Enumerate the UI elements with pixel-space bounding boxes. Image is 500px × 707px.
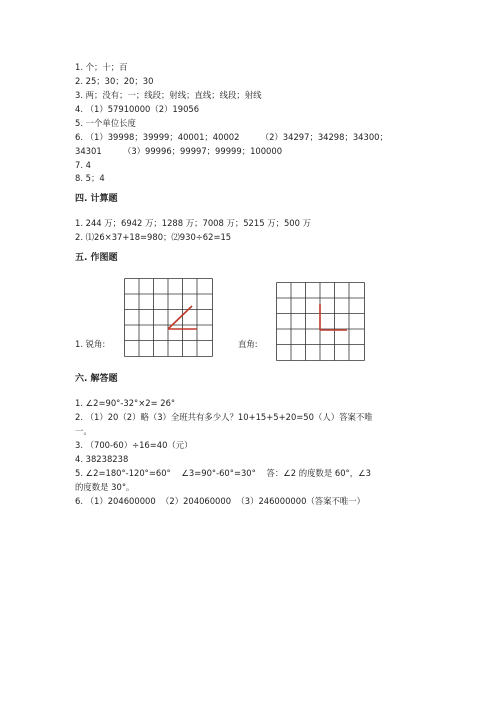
grid-lines [125,279,213,357]
acute-angle-label: 1. 锐角: [75,339,106,349]
answer-line: 4. 38238238 [75,454,129,464]
section-title-calculation: 四. 计算题 [75,194,118,204]
right-angle-rays [320,304,347,330]
answer-line: 6. （1）39998；39999；40001；40002 （2）34297；34298；34300； [75,132,388,142]
right-angle-label: 直角: [238,339,258,349]
answer-line: 2. （1）20（2）略（3）全班共有多少人？10+15+5+20=50（人）答案不唯 [75,412,373,422]
answer-line: 8. 5；4 [75,173,105,183]
answer-line: 7. 4 [75,160,91,170]
answer-line: 5. 一个单位长度 [75,118,136,128]
acute-angle-grid [124,278,213,357]
answer-line: 一。 [75,426,92,436]
answer-line: 1. 244 万；6942 万；1288 万；7008 万；5215 万；500 万 [75,218,311,228]
section-title-word-problems: 六. 解答题 [75,374,118,384]
answer-line: 1. ∠2=90°-32°×2= 26° [75,398,176,408]
answer-line: 1. 个；十；百 [75,62,128,72]
answer-line: 2. 25；30；20；30 [75,76,154,86]
section-title-drawing: 五. 作图题 [75,253,118,263]
answer-line: 的度数是 30°。 [75,482,135,492]
right-angle-grid [276,282,365,361]
answer-line: 4. （1）57910000（2）19056 [75,104,200,114]
answer-line: 3. （700-60）÷16=40（元） [75,440,193,450]
answer-line: 2. ⑴26×37+18=980；⑵930÷62=15 [75,232,232,242]
answer-line: 6. （1）204600000 （2）204060000 （3）246000000（答案不唯一） [75,496,366,506]
answer-line: 3. 两；没有；一；线段；射线；直线；线段；射线 [75,90,262,100]
answer-line: 5. ∠2=180°-120°=60° ∠3=90°-60°=30° 答：∠2 的度数是 60°，∠3 [75,468,371,478]
answer-line: 34301 （3）99996；99997；99999；100000 [75,146,283,156]
